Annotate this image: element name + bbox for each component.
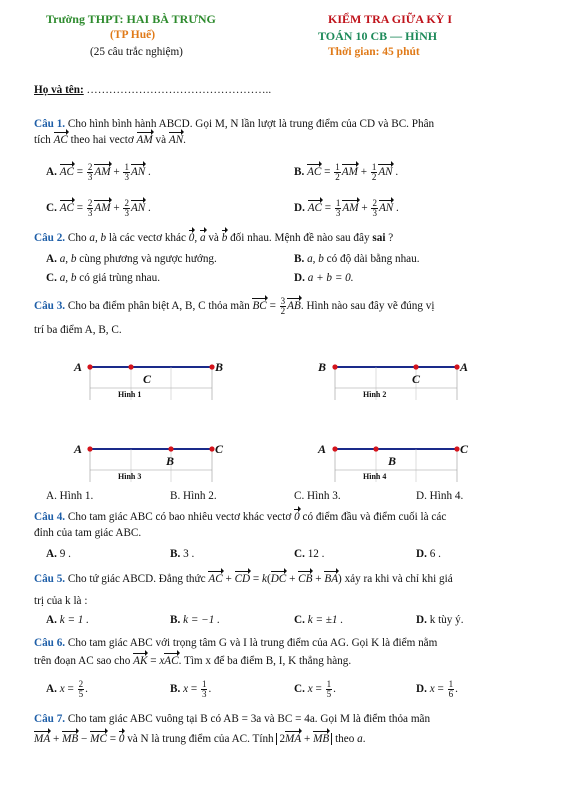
q2-opt-d-text: a + b = 0. [307,272,354,284]
q5-t2: xảy ra khi và chỉ khi giá [344,573,453,585]
opt-letter: A. [46,614,57,626]
q3-option-a[interactable]: A. Hình 1. [46,490,94,502]
opt-letter: D. [416,683,427,696]
q1-option-d[interactable]: D. AC = $\frac{1}{3}$ AM + $\frac{2}{3}$ AN . [294,198,399,218]
name-label: Họ và tên: [34,84,84,96]
q2-line1 [34,231,542,245]
q1-line1 [34,117,542,131]
q5-option-c[interactable] [294,613,343,627]
q1-text3: theo hai vectơ [70,134,134,146]
opt-letter: D. [294,202,305,215]
q7-t2: và N là trung điểm của AC. Tính [127,733,274,745]
q5-opt-d-text: k tùy ý. [429,614,464,626]
fig4-mid: B [388,454,397,468]
question-count: (25 câu trắc nghiệm) [90,46,183,58]
q5-label: Câu 5. [34,573,66,585]
q2-opt-c-text: có giá trùng nhau. [79,272,161,284]
q1-text: Cho hình bình hành ABCD. Gọi M, N lần lượt là trung điểm của CD và BC. Phân [67,118,435,130]
vec-ac: AC [53,134,68,146]
fig2-left: B [318,360,327,374]
q6-t2: trên đoạn AC sao cho [34,655,131,667]
fig3-right: C [215,442,224,456]
q7-line2: MA + MB − MC = 0 và N là trung điểm của AC. Tính 2MA + MB theo a. [34,733,366,745]
fig2-caption: Hình 2 [363,390,387,399]
q6-label: Câu 6. [34,637,66,649]
q7-t1: Cho tam giác ABC vuông tại B có AB = 3a và BC = 4a. Gọi M là điểm thỏa mãn [67,713,431,725]
q2-label: Câu 2. [34,232,66,244]
q3-option-b[interactable]: B. Hình 2. [170,490,217,502]
exam-subject: TOÁN 10 CB — HÌNH [318,29,438,43]
fig2-mid: C [412,372,421,386]
figure-2 [305,350,485,402]
q4-option-a[interactable] [46,547,71,561]
q5-option-a[interactable] [46,613,89,627]
exam-time: Thời gian: 45 phút [328,46,420,58]
q4-line2: đỉnh của tam giác ABC. [34,527,142,539]
q3-option-c[interactable]: C. Hình 3. [294,490,341,502]
q7-t3: theo [335,733,355,745]
q4-option-c[interactable] [294,547,324,561]
fig4-caption: Hình 4 [363,472,387,481]
q6-t1: Cho tam giác ABC với trọng tâm G và I là trung điểm của AG. Gọi K là điểm nằm [67,637,438,649]
q6-option-c[interactable]: C. x = $\frac{1}{5}$ . [294,679,336,699]
q3-t1: Cho ba điểm phân biệt A, B, C thỏa mãn [67,300,250,313]
fig2-right: A [460,360,469,374]
q7-line1 [34,712,542,726]
fig1-caption: Hình 1 [118,390,142,399]
q4-opt-c-text: 12 . [307,548,325,560]
q1-option-b[interactable]: B. AC = $\frac{1}{2}$ AM + $\frac{1}{2}$ AN . [294,162,399,182]
opt-letter: D. [416,614,427,626]
opt-letter: B. [170,614,181,626]
fig3-left: A [74,442,83,456]
vec-am: AM [136,134,153,146]
vec-a: a [199,232,206,244]
opt-letter: D. [416,548,427,560]
q1-text4: và [155,134,167,146]
q4-opt-d-text: 6 . [429,548,441,560]
q2-option-b[interactable]: B. a, b có độ dài bằng nhau. [294,253,420,265]
q2-t4: và [208,232,219,244]
q7-label: Câu 7. [34,713,66,725]
q6-option-b[interactable]: B. x = $\frac{1}{3}$ . [170,679,212,699]
student-name-row [34,84,271,96]
q7-t4: . [362,733,366,745]
opt-letter: A. [46,548,57,560]
name-dots: ………………………………………….. [86,84,272,96]
fig1-mid: C [143,372,152,386]
q1-text2: tích [34,134,51,146]
opt-letter: B. [170,683,181,696]
q5-option-b[interactable] [170,613,220,627]
q4-opt-a-text: 9 . [59,548,71,560]
q1-option-c[interactable]: C. AC = $\frac{2}{3}$ AM + $\frac{2}{3}$ AN . [46,198,151,218]
vec-b: b [221,232,228,244]
q6-t3: . Tìm x để ba điểm B, I, K thẳng hàng. [178,655,352,667]
q2-option-a[interactable]: A. a, b cùng phương và ngược hướng. [46,253,217,265]
q2-opt-a-text: cùng phương và ngược hướng. [79,253,217,265]
fig3-caption: Hình 3 [118,472,142,481]
opt-letter: A. [46,166,57,179]
opt-letter: C. [294,614,305,626]
q2-t2: là các vectơ khác [108,232,186,244]
q4-t1: Cho tam giác ABC có bao nhiêu vectơ khác vectơ [67,511,292,523]
q2-opt-b-text: có độ dài bằng nhau. [326,253,420,265]
q6-option-d[interactable]: D. x = $\frac{1}{6}$ . [416,679,458,699]
q5-option-d[interactable] [416,613,464,627]
q4-t2: có điểm đầu và điểm cuối là các [302,511,447,523]
q6-line2: trên đoạn AC sao cho AK = xAC. Tìm x để ba điểm B, I, K thẳng hàng. [34,655,352,667]
fig3-mid: B [166,454,175,468]
q5-opt-a-text: k = 1 . [59,614,89,626]
q2-t6: ? [388,232,394,244]
q4-opt-b-text: 3 . [183,548,195,560]
fig4-right: C [460,442,469,456]
fig1-right: B [215,360,224,374]
opt-letter: C. [294,683,305,696]
opt-letter: B. [294,166,305,179]
opt-letter: D. [294,272,305,284]
q4-line1 [34,510,542,524]
q6-line1 [34,636,542,650]
q3-option-d[interactable]: D. Hình 4. [416,490,464,502]
q2-ab: a, b [89,232,107,244]
opt-letter: A. [46,253,57,265]
q4-label: Câu 4. [34,511,66,523]
school-name: Trường THPT: HAI BÀ TRƯNG [46,12,216,26]
q1-line2: tích AC theo hai vectơ AM và AN. [34,134,186,146]
q5-t1: Cho tứ giác ABCD. Đẳng thức [67,573,206,585]
q1-option-a[interactable]: A. AC = $\frac{2}{3}$ AM + $\frac{1}{3}$ AN . [46,162,151,182]
q5-line2: trị của k là : [34,595,88,607]
opt-letter: C. [46,272,57,284]
q3-line2: trí ba điểm A, B, C. [34,324,122,336]
q5-opt-b-text: k = −1 . [183,614,220,626]
q3-label: Câu 3. [34,300,66,313]
q2-t5: đối nhau. Mệnh đề nào sau đây [230,232,370,244]
q2-option-c[interactable]: C. a, b có giá trùng nhau. [46,272,161,284]
q5-line1: Câu 5. Cho tứ giác ABCD. Đẳng thức AC + CD = k(DC + CB + BA) xảy ra khi và chỉ khi giá [34,573,453,585]
vec-zero: 0 [294,511,300,523]
vec-zero: 0 [188,232,195,244]
q3-line1: Câu 3. Cho ba điểm phân biệt A, B, C thỏa mãn BC = $\frac{3}{2}$ AB. Hình nào sau đây vẽ đúng vị [34,296,435,316]
q1-label: Câu 1. [34,118,66,130]
q2-t3: , [194,232,198,244]
figure-3 [60,432,240,484]
q4-option-d[interactable] [416,547,441,561]
opt-letter: A. [46,683,57,696]
fig4-left: A [318,442,327,456]
opt-letter: B. [170,548,181,560]
opt-letter: C. [294,548,305,560]
q2-sai: sai [372,232,386,244]
q2-option-d[interactable] [294,271,354,285]
opt-letter: B. [294,253,305,265]
q6-option-a[interactable]: A. x = $\frac{2}{5}$ . [46,679,88,699]
q2-t1: Cho [67,232,87,244]
opt-letter: C. [46,202,57,215]
q7-a: a [357,733,363,745]
q4-option-b[interactable] [170,547,194,561]
exam-title: KIỂM TRA GIỮA KỲ I [328,12,453,26]
vec-an: AN [168,134,184,146]
q5-opt-c-text: k = ±1 . [307,614,344,626]
q3-t2: . Hình nào sau đây vẽ đúng vị [300,300,435,313]
fig1-left: A [74,360,83,374]
school-city: (TP Huế) [110,29,156,41]
